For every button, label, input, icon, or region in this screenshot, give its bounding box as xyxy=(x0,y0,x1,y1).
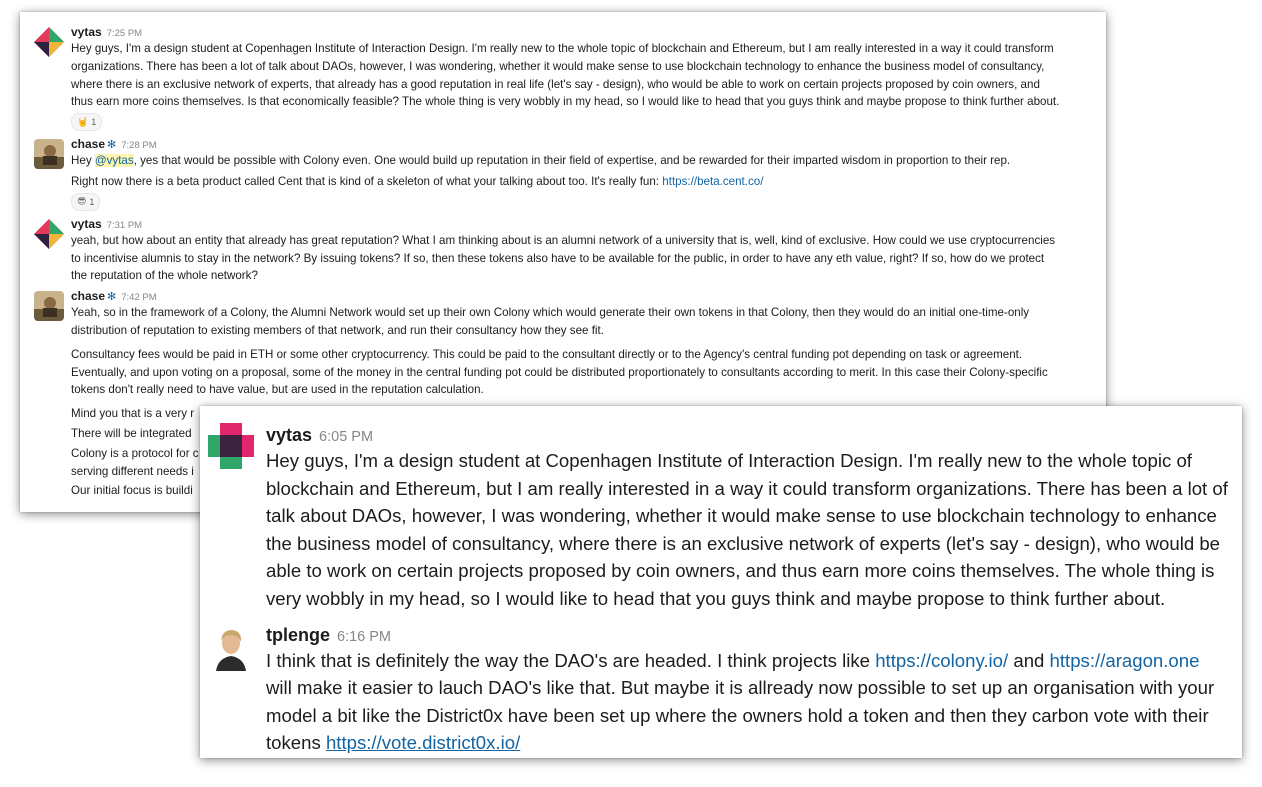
message-line: the reputation of the whole network? xyxy=(71,269,258,283)
avatar[interactable] xyxy=(34,219,64,249)
user-mention[interactable]: @vytas xyxy=(94,154,134,168)
message-line: Consultancy fees would be paid in ETH or some other cryptocurrency. This could be paid to the consultant directly or to the Agency's central funding pot depending on task or agreement. xyxy=(71,347,1023,361)
message-line: where there is an exclusive network of experts, that already has a good reputation in real life (let's say - design), who would be able to work on certain projects proposed by coin owners, and xyxy=(71,77,1040,91)
username[interactable]: vytas xyxy=(266,425,313,445)
message-line: Colony is a protocol for c xyxy=(71,446,199,460)
message-header xyxy=(71,289,1096,304)
message xyxy=(200,623,1242,757)
message-line: the business model of consultancy, where there is an exclusive network of experts (let's say - design), who would be xyxy=(266,532,1221,554)
avatar[interactable] xyxy=(208,625,254,671)
message-line: Yeah, so in the framework of a Colony, the Alumni Network would set up their own Colony which would generate their own tokens in that Colony, then they would do an initial one-time-only xyxy=(71,306,1030,320)
avatar[interactable] xyxy=(34,291,64,321)
message-line: very wobbly in my head, so I would like to head that you guys think and maybe propose to think further about. xyxy=(266,587,1166,609)
username[interactable]: chase xyxy=(71,289,106,304)
vytas-logo-avatar xyxy=(208,423,254,469)
avatar[interactable] xyxy=(208,423,254,469)
message xyxy=(20,217,1106,285)
timestamp[interactable]: 7:42 PM xyxy=(121,292,157,304)
colony-link[interactable]: https://colony.io/ xyxy=(875,649,1009,671)
message-header xyxy=(266,423,1234,447)
reaction-count: 1 xyxy=(91,117,97,128)
message xyxy=(20,137,1106,211)
reaction-count: 1 xyxy=(89,196,95,207)
username[interactable]: vytas xyxy=(71,25,102,39)
username[interactable]: vytas xyxy=(71,216,102,231)
vytas-logo-avatar xyxy=(34,219,64,249)
slack-conversation-foreground xyxy=(200,406,1242,758)
avatar[interactable] xyxy=(34,139,64,169)
message-line: distribution of reputation to existing members of that network, and run their consultancy how they see fit. xyxy=(71,323,604,337)
message-line: serving different needs i xyxy=(71,464,194,478)
message-line: Hey guys, I'm a design student at Copenhagen Institute of Interaction Design. I'm really new to the whole topic of xyxy=(266,450,1192,471)
tplenge-photo-avatar xyxy=(208,625,254,671)
username[interactable]: chase xyxy=(71,137,106,152)
message-text xyxy=(71,152,1096,191)
message-line: tokens don't really need to have value, but are used in the reputation calculation. xyxy=(71,383,484,397)
message-line: model a bit like the District0x have been set up where the owners hold a token and then they carbon vote with their xyxy=(266,704,1209,726)
message xyxy=(200,423,1242,613)
message-line: talk about DAOs, however, I was wondering, whether it would make sense to use blockchain technology to enhance xyxy=(266,505,1217,527)
message-line: There will be integrated xyxy=(71,426,192,440)
message-line: to incentivise alumnis to stay in the network? By issuing tokens? If so, then these tokens also have to be available for the public, in order to have any eth value, right? If so, how do we protect xyxy=(71,251,1045,265)
message-line: yeah, but how about an entity that already has great reputation? What I am thinking about is an alumni network of a university that is, well, kind of exclusive. How could we use cryptocurrencies xyxy=(71,233,1056,247)
beta-cent-link[interactable]: https://beta.cent.co/ xyxy=(662,174,764,188)
message-line: tokens https://vote.district0x.io/ xyxy=(266,732,521,754)
message-line: Mind you that is a very r xyxy=(71,407,195,421)
message xyxy=(20,25,1106,131)
message-line: Right now there is a beta product called Cent that is kind of a skeleton of what your talking about too. It's really fun: https://beta.cent.co/ xyxy=(71,174,764,188)
sunglasses-emoji-icon: 😎 xyxy=(77,196,87,207)
district0x-vote-link[interactable]: https://vote.district0x.io/ xyxy=(325,732,521,754)
timestamp[interactable]: 6:05 PM xyxy=(319,429,374,445)
chase-photo-avatar xyxy=(34,291,64,321)
vytas-logo-avatar xyxy=(34,27,64,57)
message-header xyxy=(71,137,1096,152)
message-line: blockchain and Ethereum, but I am really interested in a way it could transform organizations. There has been a lot of xyxy=(266,477,1228,499)
message-header xyxy=(71,25,1096,40)
message-line: able to work on certain projects proposed by coin owners, and thus earn more coins themselves. The whole thing is xyxy=(266,560,1215,582)
message-line: Hey @vytas, yes that would be possible with Colony even. One would build up reputation in their field of expertise, and be rewarded for their imparted wisdom in proportion to their rep. xyxy=(71,154,1011,168)
message-header xyxy=(266,623,1234,647)
username[interactable]: tplenge xyxy=(266,624,331,645)
reaction-pill[interactable] xyxy=(71,113,102,131)
message-text xyxy=(266,447,1234,613)
sparkle-status-icon: ✻ xyxy=(107,139,117,152)
reaction-pill[interactable] xyxy=(71,193,100,211)
chase-photo-avatar xyxy=(34,139,64,169)
message-text xyxy=(71,232,1096,285)
message-line: organizations. There has been a lot of talk about DAOs, however, I was wondering, whether it would make sense to use blockchain technology to enhance the business model of consultancy, xyxy=(71,59,1045,73)
timestamp[interactable]: 7:31 PM xyxy=(106,219,143,231)
message-line: I think that is definitely the way the DAO's are headed. I think projects like https://colony.io/ and https://aragon.one xyxy=(266,649,1200,671)
timestamp[interactable]: 7:25 PM xyxy=(106,28,143,39)
aragon-link[interactable]: https://aragon.one xyxy=(1049,649,1200,671)
avatar[interactable] xyxy=(34,27,64,57)
sparkle-status-icon: ✻ xyxy=(107,291,117,304)
timestamp[interactable]: 7:28 PM xyxy=(121,140,157,152)
timestamp[interactable]: 6:16 PM xyxy=(337,628,392,645)
message-line: Our initial focus is buildi xyxy=(71,484,193,498)
message-text xyxy=(266,647,1234,757)
message-text xyxy=(71,40,1096,111)
message-line: thus earn more coins themselves. Is that economically feasible? The whole thing is very wobbly in my head, so I would like to head that you guys think and maybe propose to think further about. xyxy=(71,95,1060,109)
message-line: Hey guys, I'm a design student at Copenhagen Institute of Interaction Design. I'm really new to the whole topic of blockchain and Ethereum, but I am really interested in a way it could transform xyxy=(71,42,1054,55)
message-line: will make it easier to lauch DAO's like that. But maybe it is allready now possible to set up an organisation with your xyxy=(266,677,1215,699)
rock-on-emoji-icon: 🤘 xyxy=(77,116,89,127)
message-line: Eventually, and upon voting on a proposal, some of the money in the central funding pot could be distributed proportionately to consultants according to merit. In this case their Colony-specific xyxy=(71,365,1048,379)
message-header xyxy=(71,217,1096,232)
